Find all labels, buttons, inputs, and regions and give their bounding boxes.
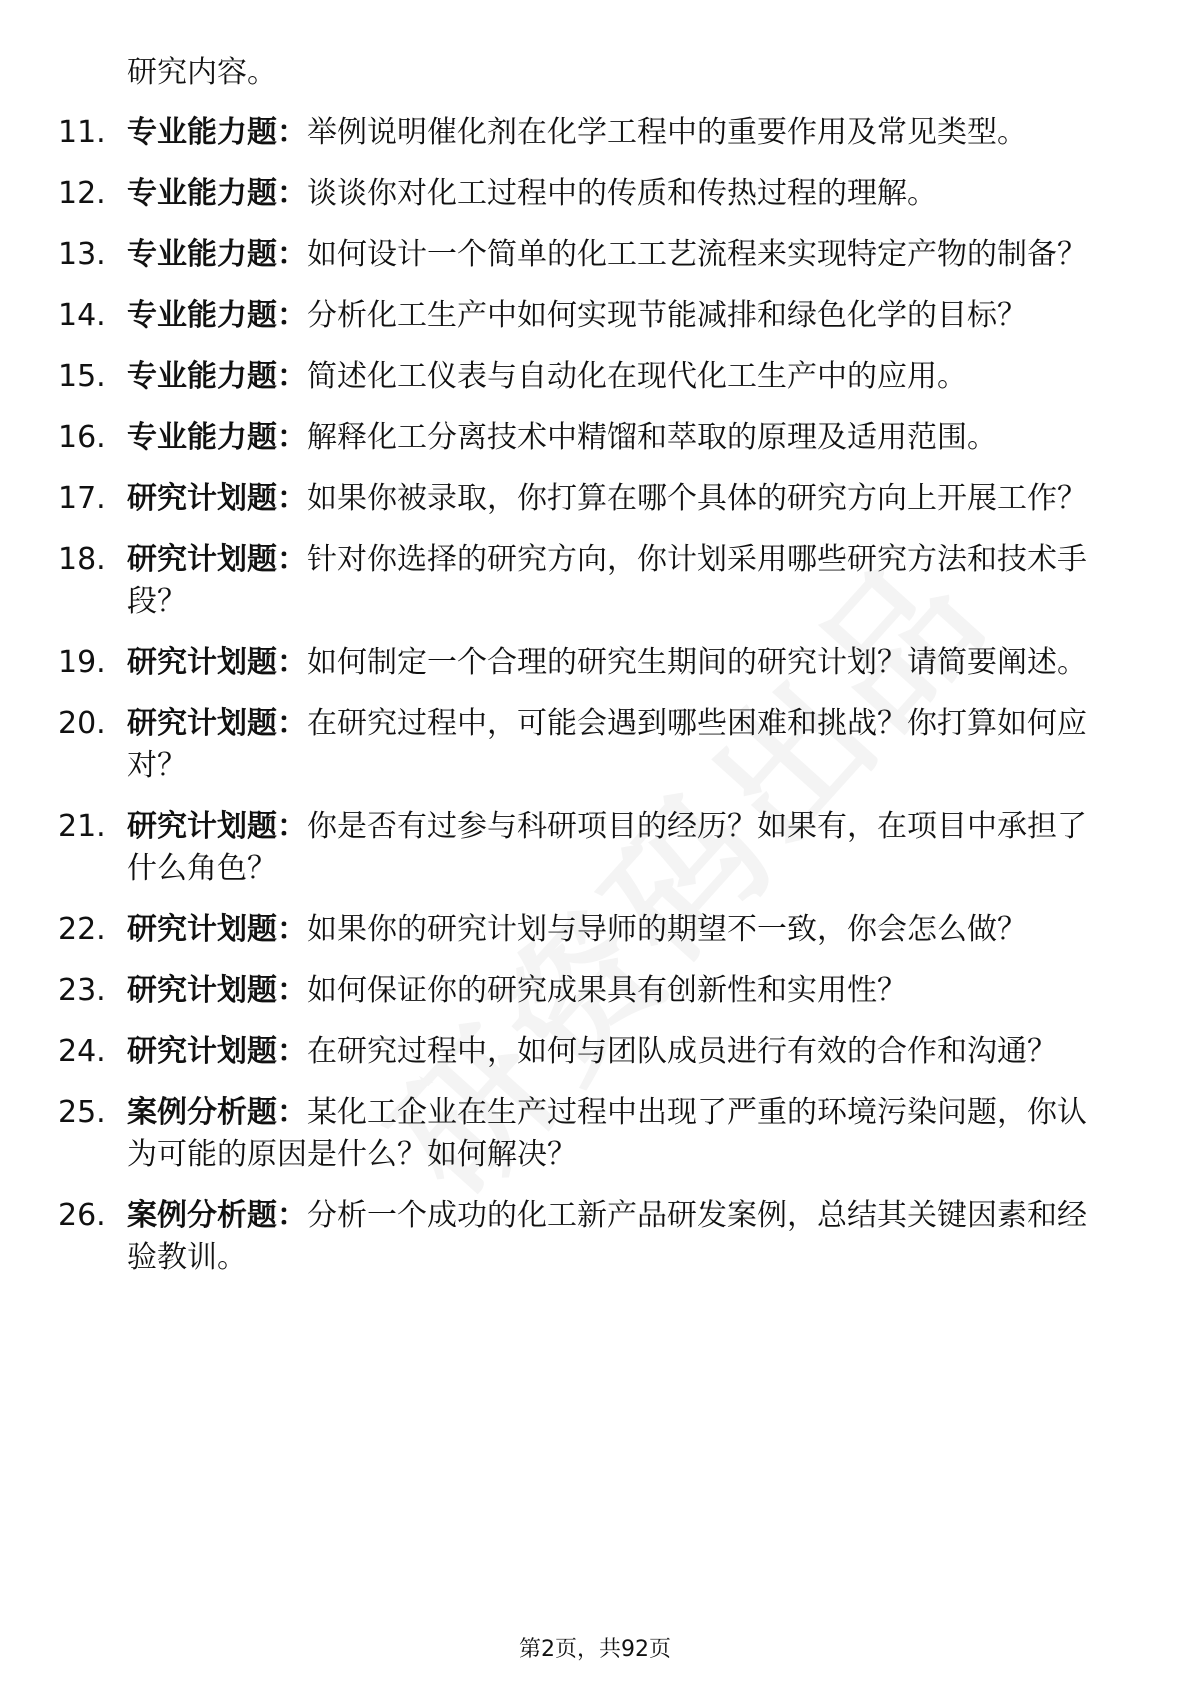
page-footer: 第2页，共92页 (519, 1637, 671, 1662)
question-category: 研究计划题： (127, 973, 307, 1008)
question-item (0, 909, 1190, 951)
question-text: 谈谈你对化工过程中的传质和传热过程的理解。 (307, 176, 937, 211)
question-item (0, 1031, 1190, 1073)
question-item (0, 539, 1190, 623)
question-text: 如何保证你的研究成果具有创新性和实用性？ (307, 973, 907, 1008)
question-number: 15. (58, 359, 106, 394)
question-item (0, 173, 1190, 215)
question-item (0, 1092, 1190, 1176)
question-text: 在研究过程中，可能会遇到哪些困难和挑战？你打算如何应对？ (127, 706, 1087, 783)
question-list (0, 112, 1190, 1298)
question-text: 针对你选择的研究方向，你计划采用哪些研究方法和技术手段？ (127, 542, 1087, 619)
question-category: 专业能力题： (127, 420, 307, 455)
question-category: 专业能力题： (127, 176, 307, 211)
question-item (0, 703, 1190, 787)
question-text: 分析一个成功的化工新产品研发案例，总结其关键因素和经验教训。 (127, 1198, 1087, 1275)
question-category: 专业能力题： (127, 237, 307, 272)
question-category: 研究计划题： (127, 481, 307, 516)
question-text: 如果你的研究计划与导师的期望不一致，你会怎么做？ (307, 912, 1027, 947)
question-category: 研究计划题： (127, 1034, 307, 1069)
question-number: 16. (58, 420, 106, 455)
question-text: 你是否有过参与科研项目的经历？如果有，在项目中承担了什么角色？ (127, 809, 1087, 886)
question-number: 12. (58, 176, 106, 211)
question-category: 研究计划题： (127, 542, 307, 577)
question-category: 专业能力题： (127, 298, 307, 333)
question-category: 研究计划题： (127, 912, 307, 947)
question-text: 举例说明催化剂在化学工程中的重要作用及常见类型。 (307, 115, 1027, 150)
question-number: 25. (58, 1095, 106, 1130)
question-text: 解释化工分离技术中精馏和萃取的原理及适用范围。 (307, 420, 997, 455)
question-item (0, 234, 1190, 276)
question-text: 分析化工生产中如何实现节能减排和绿色化学的目标？ (307, 298, 1027, 333)
question-item (0, 1195, 1190, 1279)
question-number: 13. (58, 237, 106, 272)
question-item (0, 478, 1190, 520)
question-number: 22. (58, 912, 106, 947)
question-text: 简述化工仪表与自动化在现代化工生产中的应用。 (307, 359, 967, 394)
question-text: 如何制定一个合理的研究生期间的研究计划？请简要阐述。 (307, 645, 1087, 680)
question-item (0, 642, 1190, 684)
question-text: 如果你被录取，你打算在哪个具体的研究方向上开展工作？ (307, 481, 1087, 516)
question-number: 26. (58, 1198, 106, 1233)
question-category: 研究计划题： (127, 706, 307, 741)
question-text: 在研究过程中，如何与团队成员进行有效的合作和沟通？ (307, 1034, 1057, 1069)
question-number: 11. (58, 115, 106, 150)
question-category: 案例分析题： (127, 1095, 307, 1130)
question-category: 专业能力题： (127, 115, 307, 150)
question-number: 20. (58, 706, 106, 741)
question-item (0, 356, 1190, 398)
question-text: 某化工企业在生产过程中出现了严重的环境污染问题，你认为可能的原因是什么？如何解决？ (127, 1095, 1087, 1172)
question-item (0, 970, 1190, 1012)
question-text: 如何设计一个简单的化工工艺流程来实现特定产物的制备？ (307, 237, 1087, 272)
question-number: 21. (58, 809, 106, 844)
question-number: 17. (58, 481, 106, 516)
question-item (0, 112, 1190, 154)
question-category: 专业能力题： (127, 359, 307, 394)
question-category: 研究计划题： (127, 645, 307, 680)
question-item (0, 806, 1190, 890)
question-number: 23. (58, 973, 106, 1008)
question-item (0, 417, 1190, 459)
question-category: 案例分析题： (127, 1198, 307, 1233)
question-number: 14. (58, 298, 106, 333)
question-number: 19. (58, 645, 106, 680)
question-category: 研究计划题： (127, 809, 307, 844)
question-number: 24. (58, 1034, 106, 1069)
question-item (0, 295, 1190, 337)
question-number: 18. (58, 542, 106, 577)
continuation-text: 研究内容。 (127, 55, 277, 90)
